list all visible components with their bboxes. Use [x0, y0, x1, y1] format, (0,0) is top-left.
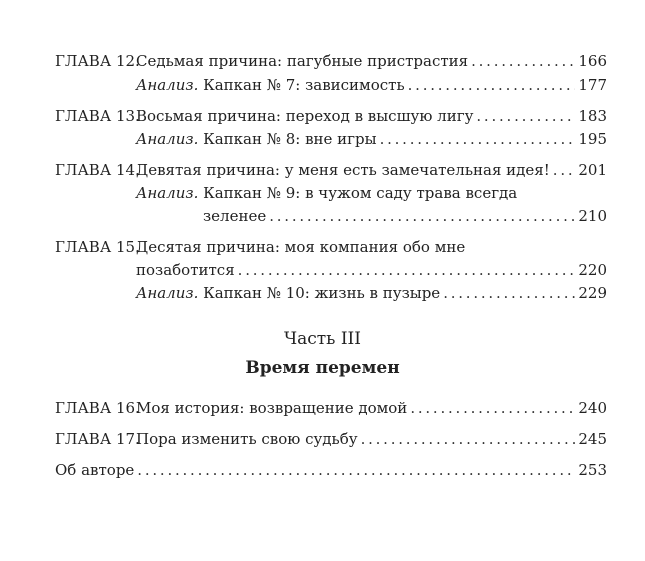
dot-leader [410, 396, 575, 420]
chapter-title: Седьмая причина: пагубные пристрастия [136, 52, 469, 70]
toc-entry-chapter-16[interactable] [55, 396, 607, 420]
page-number: 220 [578, 261, 607, 279]
page-number: 245 [578, 430, 607, 448]
chapter-title: Десятая причина: моя компания обо мне [136, 238, 466, 256]
page-number: 253 [578, 461, 607, 479]
page-number: 201 [578, 161, 607, 179]
analysis-title [136, 73, 405, 97]
page-number: 210 [578, 207, 607, 225]
chapter-title: Моя история: возвращение домой [136, 399, 408, 417]
chapter-number: ГЛАВА 14. [55, 161, 140, 179]
dot-leader [380, 127, 576, 151]
analysis-title [136, 181, 517, 205]
analysis-label: Анализ. [136, 76, 199, 94]
chapter-title: Пора изменить свою судьбу [136, 430, 358, 448]
chapter-title-continued: позаботится [136, 261, 235, 279]
page-number: 177 [578, 76, 607, 94]
toc-entry-chapter-15-continued[interactable] [136, 258, 607, 282]
chapter-number: ГЛАВА 16. [55, 399, 140, 417]
toc-entry-analysis-7[interactable] [136, 73, 607, 97]
chapter-number: ГЛАВА 15. [55, 238, 140, 256]
toc-entry-analysis-9[interactable] [136, 181, 607, 205]
part-title: Время перемен [245, 358, 400, 378]
page-number: 195 [578, 130, 607, 148]
analysis-label: Анализ. [136, 284, 199, 302]
toc-entry-analysis-8[interactable] [136, 127, 607, 151]
dot-leader [443, 281, 575, 305]
chapter-number: ГЛАВА 12. [55, 52, 140, 70]
analysis-title [136, 281, 440, 305]
toc-entry-chapter-14[interactable] [55, 158, 607, 182]
part-heading: Часть III [283, 329, 361, 349]
page-number: 183 [578, 107, 607, 125]
chapter-title: Восьмая причина: переход в высшую лигу [136, 107, 474, 125]
dot-leader [471, 49, 575, 73]
chapter-title: Девятая причина: у меня есть замечательная идея! [136, 161, 550, 179]
toc-entry-chapter-13[interactable] [55, 104, 607, 128]
dot-leader [269, 204, 575, 228]
dot-leader [408, 73, 576, 97]
analysis-text: Капкан № 9: в чужом саду трава всегда [203, 184, 518, 202]
analysis-text: Капкан № 7: зависимость [203, 76, 405, 94]
analysis-text: Капкан № 8: вне игры [203, 130, 377, 148]
toc-entry-chapter-12[interactable] [55, 49, 607, 73]
dot-leader [137, 458, 575, 482]
analysis-label: Анализ. [136, 184, 199, 202]
toc-entry-analysis-9-continued[interactable] [203, 204, 607, 228]
about-author-title: Об авторе [55, 461, 135, 479]
toc-entry-chapter-17[interactable] [55, 427, 607, 451]
analysis-title [136, 127, 377, 151]
dot-leader [553, 158, 576, 182]
dot-leader [238, 258, 576, 282]
dot-leader [361, 427, 576, 451]
toc-entry-about-author[interactable] [55, 458, 607, 482]
toc-entry-analysis-10[interactable] [136, 281, 607, 305]
page-number: 166 [578, 52, 607, 70]
toc-entry-chapter-15[interactable] [55, 235, 607, 259]
chapter-number: ГЛАВА 17. [55, 430, 140, 448]
page-number: 229 [578, 284, 607, 302]
analysis-text-continued: зеленее [203, 207, 267, 225]
chapter-number: ГЛАВА 13. [55, 107, 140, 125]
dot-leader [476, 104, 575, 128]
analysis-label: Анализ. [136, 130, 199, 148]
analysis-text: Капкан № 10: жизнь в пузыре [203, 284, 441, 302]
page-number: 240 [578, 399, 607, 417]
